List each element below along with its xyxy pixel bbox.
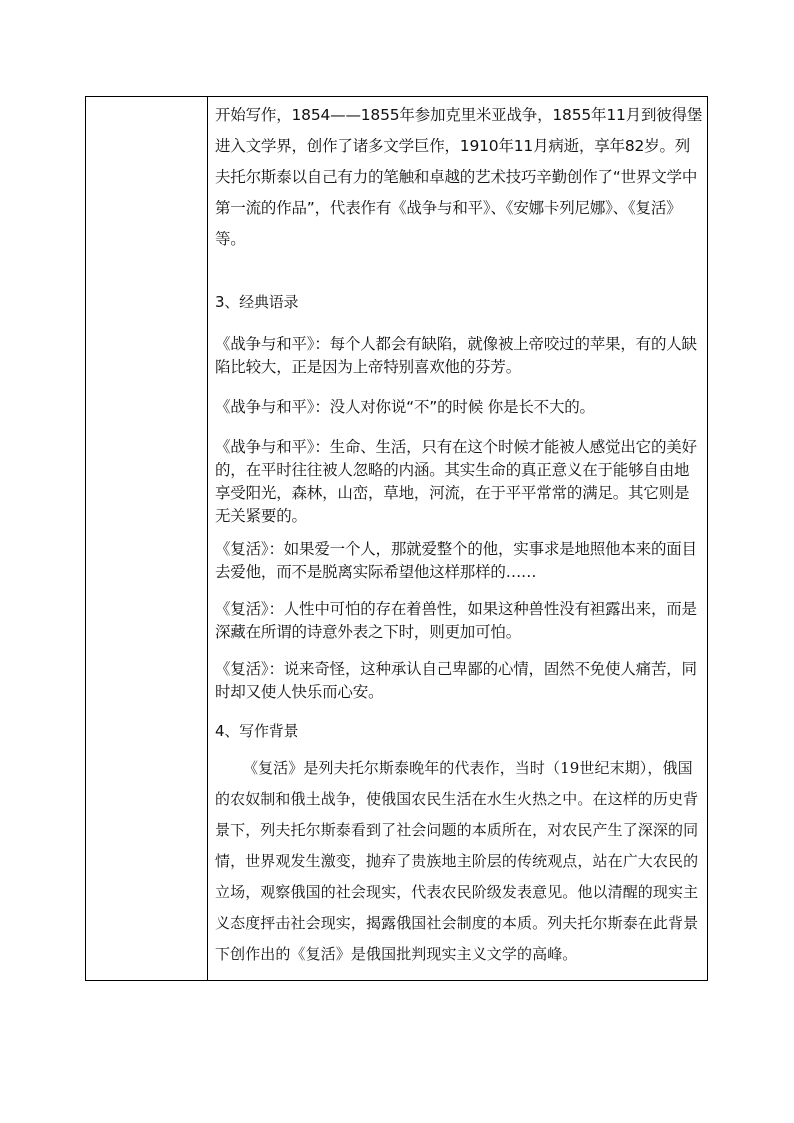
quote-item: 《复活》：如果爱一个人，那就爱整个的他，实事求是地照他本来的面目去爱他，而不是脱离实际希望他这样那样的…… [215, 540, 697, 581]
quote-item: 《复活》：人性中可怕的存在着兽性，如果这种兽性没有袒露出来，而是深藏在所谓的诗意外表之下时，则更加可怕。 [215, 600, 697, 641]
quote-item: 《战争与和平》：没人对你说“不”的时候 你是长不大的。 [215, 398, 595, 416]
table-left-column [86, 97, 208, 980]
document-table [85, 96, 708, 981]
section-heading-writing-background: 4、写作背景 [215, 722, 299, 740]
quote-item: 《战争与和平》：每个人都会有缺陷，就像被上帝咬过的苹果，有的人缺陷比较大，正是因为上帝特别喜欢他的芬芳。 [215, 335, 697, 376]
section-heading-classic-quotes: 3、经典语录 [215, 293, 299, 311]
quote-item: 《复活》：说来奇怪，这种承认自己卑鄙的心情，固然不免使人痛苦，同时却又使人快乐而心安。 [215, 660, 697, 701]
quote-item: 《战争与和平》：生命、生活，只有在这个时候才能被人感觉出它的美好的，在平时往往被人忽略的内涵。其实生命的真正意义在于能够自由地享受阳光，森林，山峦，草地，河流，在于平平常常的满足。其它则是无关紧要的。 [215, 438, 697, 525]
table-content-cell [215, 97, 703, 980]
writing-background-paragraph: 《复活》是列夫托尔斯泰晚年的代表作，当时（19世纪末期），俄国的农奴制和俄土战争，使俄国农民生活在水生火热之中。在这样的历史背景下，列夫托尔斯泰看到了社会问题的本质所在，对农民产生了深深的同情，世界观发生激变，抛弃了贵族地主阶层的传统观点，站在广大农民的立场，观察俄国的社会现实，代表农民阶级发表意见。他以清醒的现实主义态度抨击社会现实，揭露俄国社会制度的本质。列夫托尔斯泰在此背景下创作出的《复活》是俄国批判现实主义文学的高峰。 [215, 759, 699, 963]
author-bio-paragraph: 开始写作，1854——1855年参加克里米亚战争，1855年11月到彼得堡进入文学界，创作了诸多文学巨作，1910年11月病逝，享年82岁。列夫托尔斯泰以自己有力的笔触和卓越的艺术技巧辛勤创作了“世界文学中第一流的作品”，代表作有《战争与和平》、《安娜卡列尼娜》、《复活》等。 [215, 106, 703, 248]
